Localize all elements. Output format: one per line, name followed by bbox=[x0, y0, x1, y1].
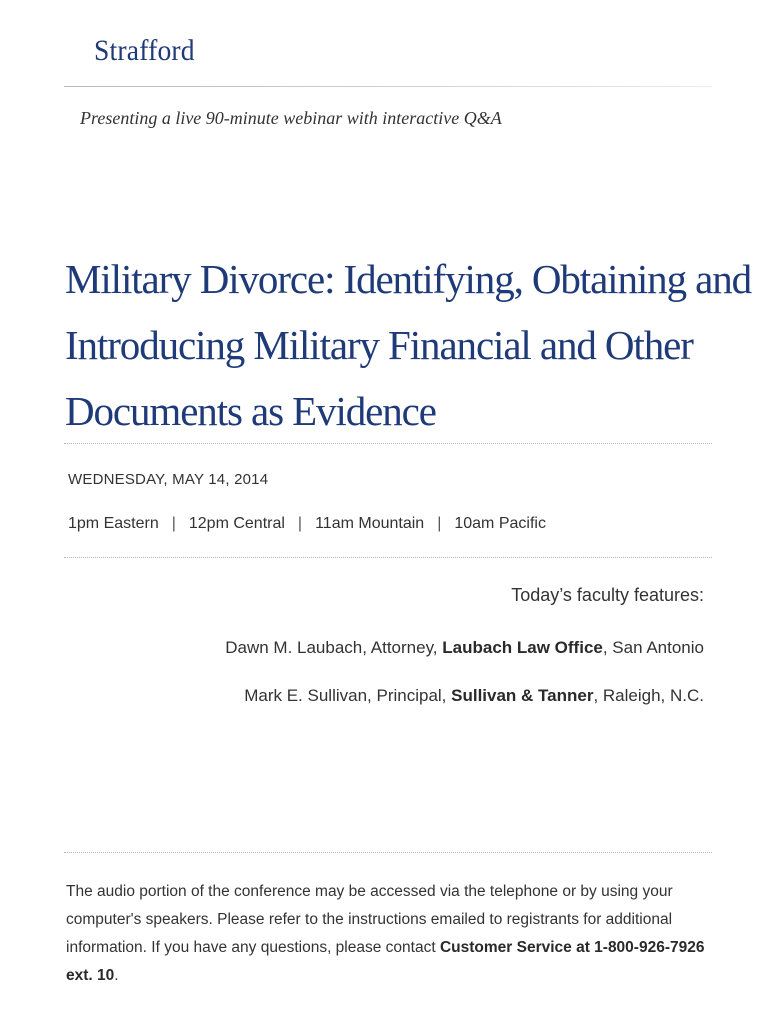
time-pacific: 10am Pacific bbox=[454, 515, 546, 532]
speaker-firm: Sullivan & Tanner bbox=[451, 686, 594, 705]
title-line: Introducing Military Financial and Other bbox=[65, 322, 693, 368]
audio-note-end: . bbox=[114, 967, 119, 984]
audio-note-text: The audio portion of the conference may be accessed via the telephone or by using your computer's speakers. Please refer to the instructions emailed to registrants for additional information. If you have any questions, please contact bbox=[66, 883, 673, 956]
speaker-sullivan bbox=[244, 686, 704, 706]
strafford-logo: Strafford bbox=[94, 34, 195, 67]
time-eastern: 1pm Eastern bbox=[68, 515, 159, 532]
speaker-laubach bbox=[225, 638, 704, 658]
schedule-divider bbox=[64, 557, 712, 558]
webinar-date: WEDNESDAY, MAY 14, 2014 bbox=[68, 471, 269, 488]
speaker-location: , San Antonio bbox=[602, 638, 704, 657]
customer-service-contact: Customer Service at 1-800-926-7926 ext. 10 bbox=[66, 939, 705, 984]
faculty-heading: Today’s faculty features: bbox=[511, 585, 704, 605]
speaker-name: Mark E. Sullivan, Principal, bbox=[244, 686, 452, 705]
footer-divider bbox=[64, 852, 712, 853]
webinar-times bbox=[68, 515, 546, 533]
audio-instructions bbox=[66, 878, 716, 990]
header-divider bbox=[64, 86, 712, 87]
time-mountain: 11am Mountain bbox=[315, 515, 425, 532]
speaker-firm: Laubach Law Office bbox=[442, 638, 603, 657]
time-separator: | bbox=[297, 515, 303, 532]
title-divider bbox=[64, 443, 712, 444]
time-separator: | bbox=[171, 515, 176, 532]
speaker-location: , Raleigh, N.C. bbox=[593, 686, 704, 705]
title-line: Military Divorce: Identifying, Obtaining and bbox=[65, 256, 752, 302]
time-central: 12pm Central bbox=[188, 515, 285, 532]
webinar-title bbox=[65, 246, 755, 444]
speaker-name: Dawn M. Laubach, Attorney, bbox=[225, 638, 443, 657]
title-line: Documents as Evidence bbox=[65, 388, 436, 434]
webinar-tagline: Presenting a live 90-minute webinar with interactive Q&A bbox=[80, 108, 502, 128]
time-separator: | bbox=[437, 515, 442, 532]
